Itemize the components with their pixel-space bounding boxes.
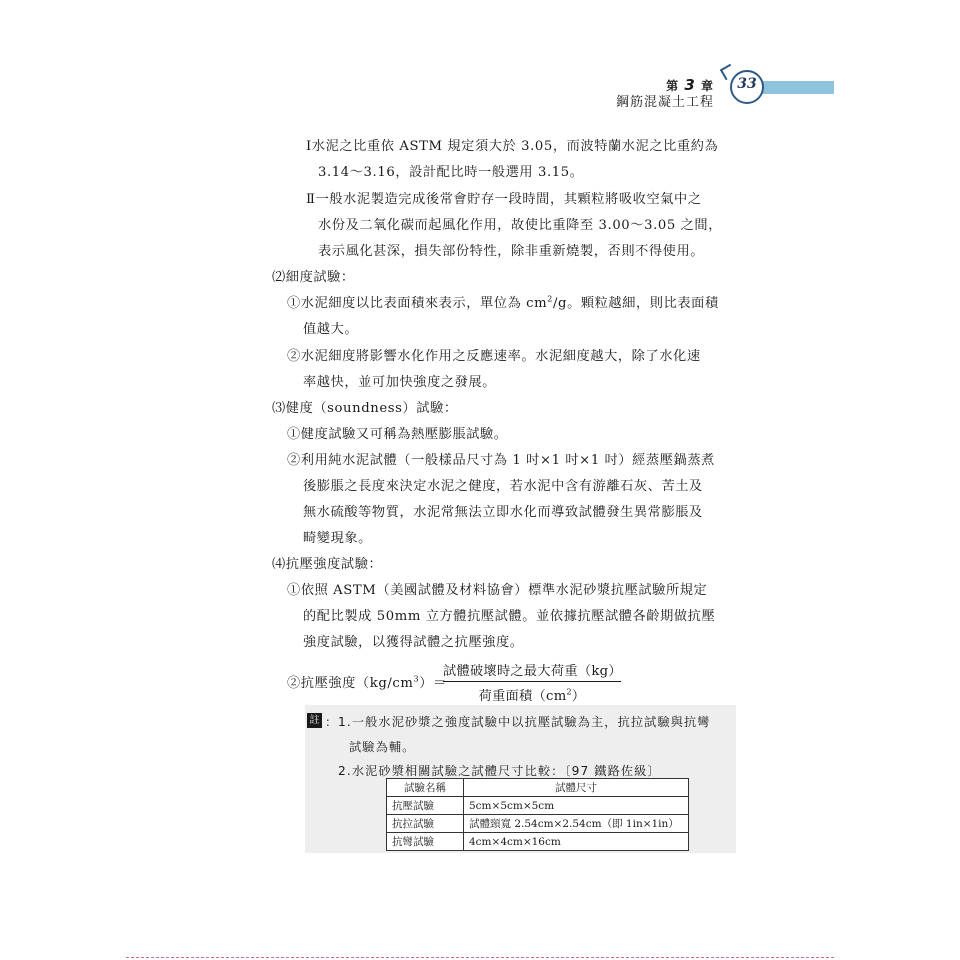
- table-cell: 4cm×4cm×16cm: [464, 833, 689, 851]
- text-line: ①健度試驗又可稱為熱壓膨脹試驗。: [287, 427, 508, 442]
- text-line: ①依照 ASTM（美國試體及材料協會）標準水泥砂漿抗壓試驗所規定: [287, 583, 708, 598]
- text-segment: ①水泥細度以比表面積來表示，單位為 cm: [287, 296, 548, 311]
- note-tag: 註: [307, 713, 322, 728]
- note-colon: ：: [325, 715, 339, 729]
- text-line: 值越大。: [303, 322, 359, 337]
- table-row: [387, 833, 689, 851]
- superscript: 2: [547, 294, 553, 304]
- chapter-suffix: 章: [700, 79, 714, 93]
- section-heading: ⑶健度（soundness）試驗：: [272, 401, 458, 416]
- text-segment: /g。顆粒越細，則比表面積: [552, 296, 719, 311]
- table-header: 試驗名稱: [387, 779, 464, 797]
- text-line: 畸變現象。: [303, 531, 372, 546]
- specimen-table: [386, 778, 689, 851]
- note-line: 1.一般水泥砂漿之強度試驗中以抗壓試驗為主，抗拉試驗與抗彎: [338, 715, 711, 729]
- text-line: 後膨脹之長度來決定水泥之健度，若水泥中含有游離石灰、苦土及: [303, 479, 703, 494]
- table-header: 試體尺寸: [464, 779, 689, 797]
- chapter-title: 鋼筋混凝土工程: [615, 95, 714, 110]
- text-line: 水份及二氧化碳而起風化作用，故使比重降至 3.00～3.05 之間，: [318, 218, 723, 233]
- page-number: 33: [737, 76, 757, 92]
- text-segment: 荷重面積（cm: [478, 689, 567, 704]
- text-line: Ⅱ一般水泥製造完成後常會貯存一段時間，其顆粒將吸收空氣中之: [306, 192, 702, 207]
- superscript: 3: [413, 674, 420, 684]
- footer-divider: [126, 957, 834, 958]
- text-line: 表示風化甚深，損失部份特性，除非重新燒製，否則不得使用。: [318, 244, 705, 259]
- text-line: ②水泥細度將影響水化作用之反應速率。水泥細度越大，除了水化速: [287, 349, 701, 364]
- text-line: ②利用純水泥試體（一般樣品尺寸為 1 吋×1 吋×1 吋）經蒸壓鍋蒸煮: [287, 453, 715, 468]
- page-accent-bar: [756, 81, 834, 94]
- text-line: Ⅰ水泥之比重依 ASTM 規定須大於 3.05，而波特蘭水泥之比重約為: [306, 139, 719, 154]
- text-segment: ）＝: [419, 676, 447, 691]
- text-line: 率越快，並可加快強度之發展。: [303, 375, 497, 390]
- chapter-prefix: 第: [666, 79, 680, 93]
- formula-fraction: [443, 660, 621, 704]
- text-line: 無水硫酸等物質，水泥常無法立即水化而導致試體發生異常膨脹及: [303, 505, 703, 520]
- text-segment: ）: [571, 689, 586, 704]
- text-line: 強度試驗，以獲得試體之抗壓強度。: [303, 635, 524, 650]
- note-line: 2.水泥砂漿相關試驗之試體尺寸比較：〔97 鐵路佐級〕: [338, 764, 661, 778]
- table-cell: 抗壓試驗: [387, 797, 464, 815]
- text-line: [287, 296, 719, 312]
- table-row: [387, 815, 689, 833]
- table-cell: 試體頸寬 2.54cm×2.54cm（即 1in×1in）: [464, 815, 689, 833]
- section-heading: ⑵細度試驗：: [272, 270, 355, 285]
- table-row: [387, 797, 689, 815]
- formula-label: [287, 672, 447, 691]
- text-line: 3.14～3.16，設計配比時一般選用 3.15。: [318, 165, 584, 180]
- fraction-denominator: [443, 682, 621, 704]
- superscript: 2: [566, 687, 572, 697]
- page-header: [0, 74, 960, 114]
- table-cell: 抗彎試驗: [387, 833, 464, 851]
- table-cell: 5cm×5cm×5cm: [464, 797, 689, 815]
- section-heading: ⑷抗壓強度試驗：: [272, 557, 383, 572]
- text-segment: ②抗壓強度（kg/cm: [287, 676, 414, 691]
- text-line: 的配比製成 50mm 立方體抗壓試體。並依據抗壓試體各齡期做抗壓: [303, 609, 716, 624]
- chapter-number: 3: [684, 76, 696, 94]
- fraction-numerator: 試體破壞時之最大荷重（kg）: [443, 660, 621, 682]
- table-cell: 抗拉試驗: [387, 815, 464, 833]
- table-header-row: [387, 779, 689, 797]
- note-line: 試驗為輔。: [349, 740, 416, 754]
